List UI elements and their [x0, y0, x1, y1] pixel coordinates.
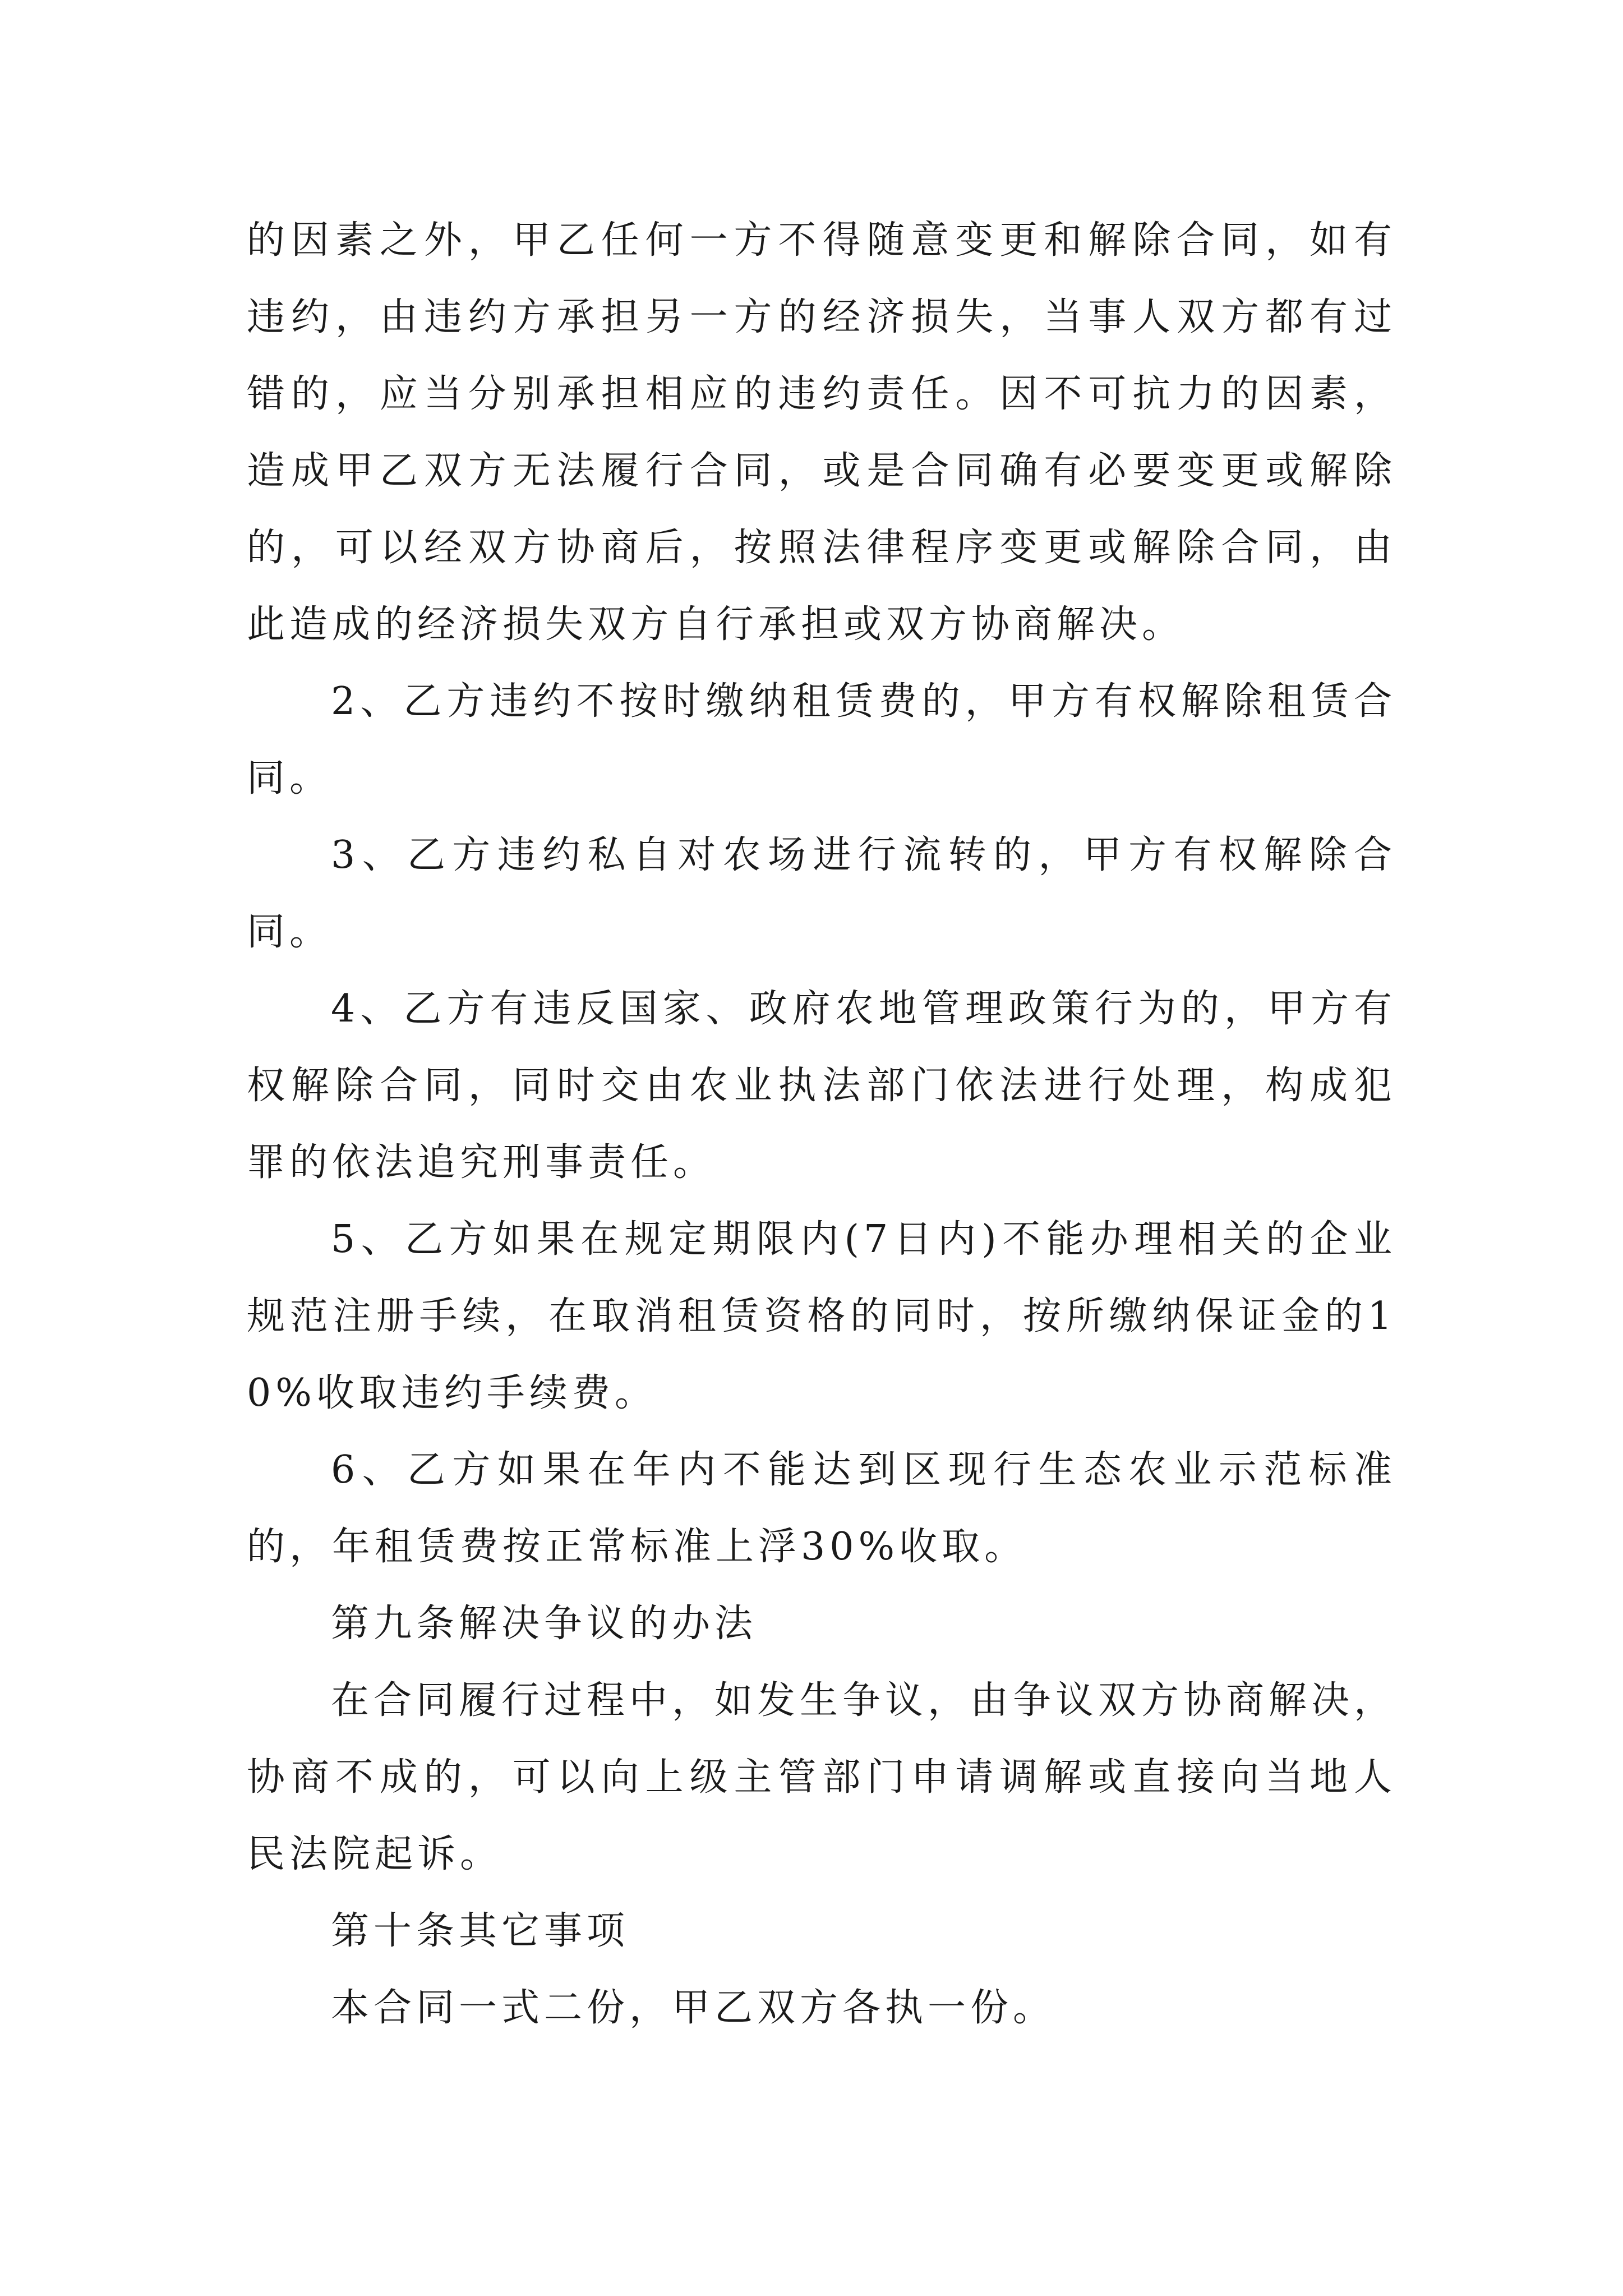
document-body	[247, 202, 1396, 2046]
paragraph-copies: 本合同一式二份，甲乙双方各执一份。	[331, 1986, 1056, 2030]
paragraph-dispute-resolution: 在合同履行过程中，如发生争议，由争议双方协商解决，协商不成的，可以向上级主管部门申请调解或直接向当地人民法院起诉。	[247, 1678, 1397, 1876]
paragraph-force-majeure: 的因素之外，甲乙任何一方不得随意变更和解除合同，如有违约，由违约方承担另一方的经济损失，当事人双方都有过错的，应当分别承担相应的违约责任。因不可抗力的因素，造成甲乙双方无法履行合同，或是合同确有必要变更或解除的，可以经双方协商后，按照法律程序变更或解除合同，由此造成的经济损失双方自行承担或双方协商解决。	[247, 218, 1396, 647]
paragraph-clause-6: 6、乙方如果在年内不能达到区现行生态农业示范标准的，年租赁费按正常标准上浮30%收取。	[247, 1448, 1396, 1569]
article-9-heading: 第九条解决争议的办法	[331, 1602, 758, 1646]
paragraph-clause-4: 4、乙方有违反国家、政府农地管理政策行为的，甲方有权解除合同，同时交由农业执法部门依法进行处理，构成犯罪的依法追究刑事责任。	[247, 987, 1396, 1185]
paragraph-clause-2: 2、乙方违约不按时缴纳租赁费的，甲方有权解除租赁合同。	[247, 679, 1396, 800]
paragraph-clause-3: 3、乙方违约私自对农场进行流转的，甲方有权解除合同。	[247, 833, 1396, 954]
article-10-heading: 第十条其它事项	[331, 1909, 630, 1953]
paragraph-clause-5: 5、乙方如果在规定期限内(7日内)不能办理相关的企业规范注册手续，在取消租赁资格的同时，按所缴纳保证金的10%收取违约手续费。	[247, 1217, 1396, 1415]
